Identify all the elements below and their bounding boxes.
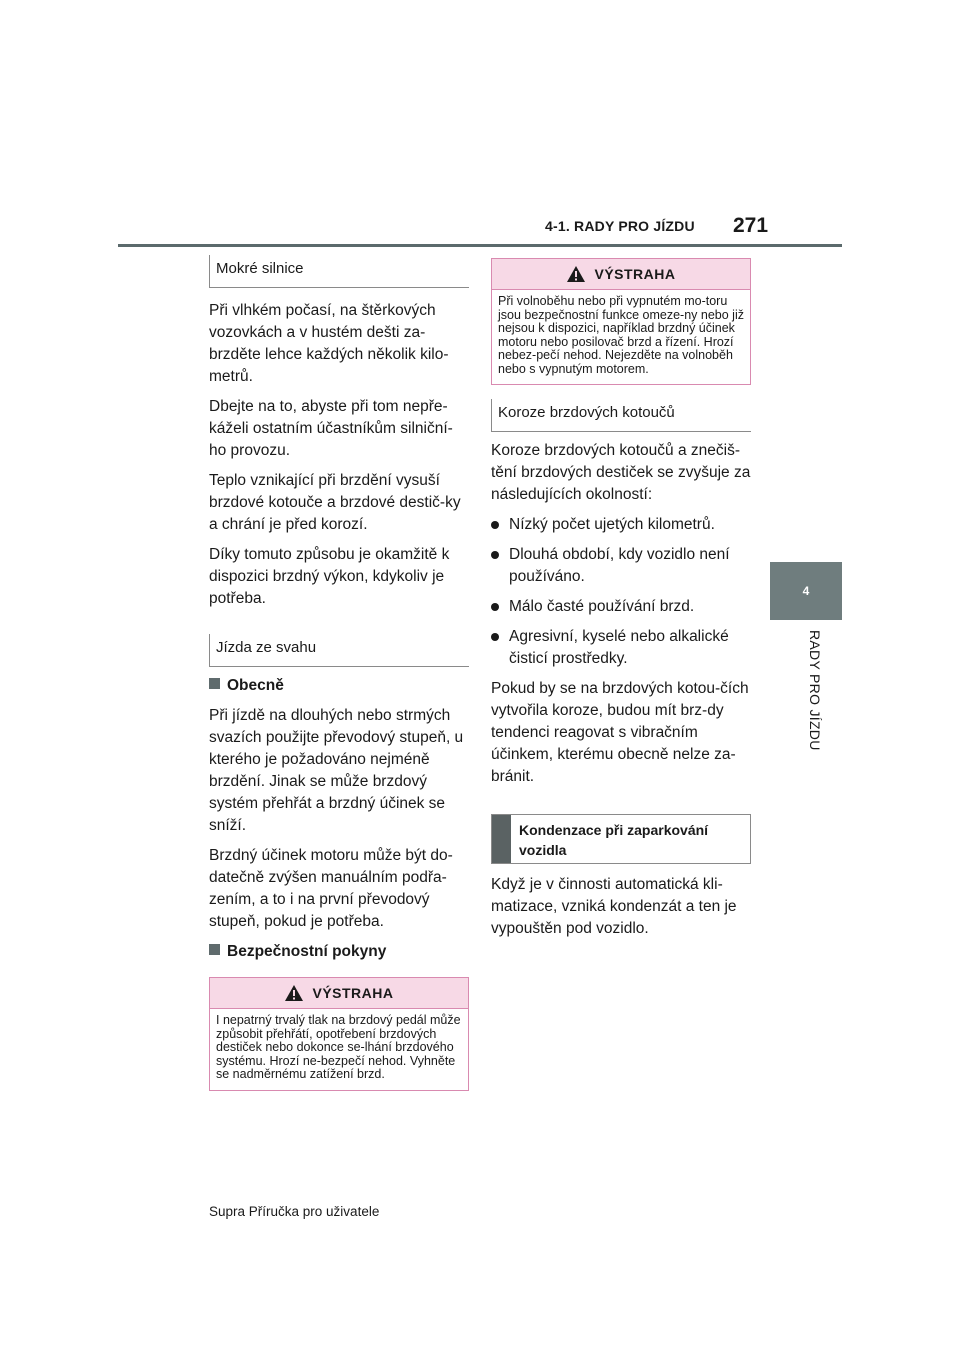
paragraph: Díky tomuto způsobu je okamžitě k dispozici brzdný výkon, kdykoliv je potřeba. — [209, 546, 450, 607]
bullet-dot-icon — [491, 633, 499, 641]
subheading-safety — [209, 941, 469, 963]
page-number: 271 — [733, 214, 769, 237]
warning-triangle-icon — [284, 984, 304, 1002]
warning-header — [210, 978, 468, 1009]
list-item: Nízký počet ujetých kilometrů. — [491, 514, 751, 536]
bullet-dot-icon — [491, 603, 499, 611]
section-heading-downhill: Jízda ze svahu — [209, 634, 469, 667]
paragraph: Koroze brzdových kotoučů a znečiš-tění brzdových destiček se zvyšuje za následujících okolností: — [491, 442, 751, 503]
section-heading-wet-roads: Mokré silnice — [209, 255, 469, 288]
square-bullet-icon — [209, 678, 220, 689]
paragraph: Teplo vznikající při brzdění vysuší brzdové kotouče a brzdové destič-ky a chrání je před korozí. — [209, 472, 461, 533]
chapter-tab: 4 — [770, 562, 842, 620]
warning-box — [209, 977, 469, 1091]
warning-text: Při volnoběhu nebo při vypnutém mo-toru jsou bezpečnostní funkce omeze-ny nebo již nejsou k dispozici, například brzdný účinek motoru nebo posilovač brzd a řízení. Hrozí nebez-pečí nehod. Nejezděte na volnoběh nebo s vypnutým motorem. — [498, 294, 744, 376]
square-bullet-icon — [209, 944, 220, 955]
paragraph: Brzdný účinek motoru může být do-datečně zvýšen manuálním podřa-zením, a to i na první převodový stupeň, pokud je potřeba. — [209, 847, 453, 930]
right-column — [491, 258, 751, 948]
footer-text: Supra Příručka pro uživatele — [209, 1204, 380, 1219]
paragraph: Při jízdě na dlouhých nebo strmých svazích použijte převodový stupeň, u kterého je požadováno nejméně brzdění. Jinak se může brzdový systém přehřát a brzdný účinek se sníží. — [209, 707, 464, 834]
warning-triangle-icon — [566, 265, 586, 283]
subheading-general — [209, 675, 469, 697]
warning-text: I nepatrný trvalý tlak na brzdový pedál může způsobit přehřátí, opotřebení brzdových destiček nebo dokonce se-lhání brzdového systému. Hrozí ne-bezpečí nehod. Vyhněte se nadměrnému zatížení brzd. — [216, 1013, 461, 1081]
section-heading-condensation — [491, 814, 751, 864]
heading-text: Kondenzace při zaparkování vozidla — [519, 822, 709, 858]
paragraph: Při vlhkém počasí, na štěrkových vozovkách a v hustém dešti za-brzděte lehce každých několik kilo-metrů. — [209, 302, 449, 385]
header-rule — [118, 244, 842, 247]
paragraph: Pokud by se na brzdových kotou-čích vytvořila koroze, budou mít brz-dy tendenci reagovat s vibračním účinkem, kterému obecně nelze za-bránit. — [491, 680, 749, 785]
heading-bar — [492, 815, 511, 863]
chapter-title: 4-1. RADY PRO JÍZDU — [545, 218, 695, 234]
paragraph: Dbejte na to, abyste při tom nepře-káželi ostatním účastníkům silniční-ho provozu. — [209, 398, 453, 459]
warning-title: VÝSTRAHA — [312, 985, 394, 1001]
bullet-dot-icon — [491, 521, 499, 529]
section-heading-disc-corrosion: Koroze brzdových kotoučů — [491, 399, 751, 432]
subheading-text: Obecně — [227, 677, 284, 694]
warning-header — [492, 259, 750, 290]
bullet-dot-icon — [491, 551, 499, 559]
warning-title: VÝSTRAHA — [594, 266, 676, 282]
list-item: Dlouhá období, kdy vozidlo není používáno. — [491, 544, 751, 588]
paragraph: Když je v činnosti automatická kli-matizace, vzniká kondenzát a ten je vypouštěn pod vozidlo. — [491, 876, 737, 937]
list-item: Málo časté používání brzd. — [491, 596, 751, 618]
left-column — [209, 255, 469, 1091]
warning-box — [491, 258, 751, 385]
chapter-tab-label: RADY PRO JÍZDU — [807, 630, 823, 751]
list-item: Agresivní, kyselé nebo alkalické čisticí prostředky. — [491, 626, 751, 670]
subheading-text: Bezpečnostní pokyny — [227, 943, 387, 960]
